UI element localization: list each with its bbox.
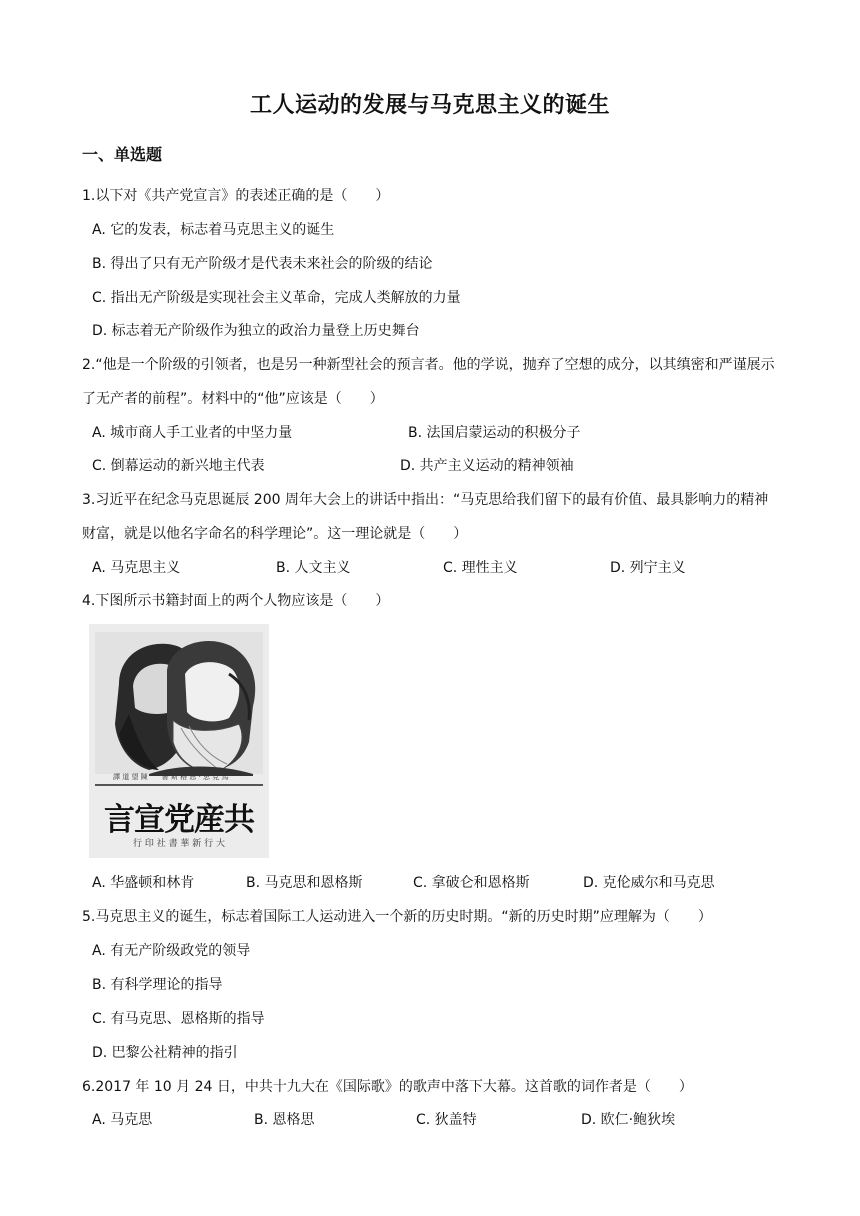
question-6-option-d[interactable]: D. 欧仁·鲍狄埃 xyxy=(581,1112,676,1128)
document-title: 工人运动的发展与马克思主义的诞生 xyxy=(249,93,610,118)
question-3-option-d[interactable]: D. 列宁主义 xyxy=(610,560,686,576)
question-6-option-a[interactable]: A. 马克思 xyxy=(92,1112,153,1128)
cover-authors: 譯 道 望 陳 著 斯 格 恩 · 思 克 馬 xyxy=(113,773,229,781)
question-5-option-a[interactable]: A. 有无产阶级政党的领导 xyxy=(92,943,251,959)
cover-title: 言宣党産共 xyxy=(104,802,254,838)
question-6-stem: 6.2017 年 10 月 24 日，中共十九大在《国际歌》的歌声中落下大幕。这首歌的词作者是（ ） xyxy=(82,1079,693,1095)
question-4-option-c[interactable]: C. 拿破仑和恩格斯 xyxy=(413,875,530,891)
question-2-option-a[interactable]: A. 城市商人手工业者的中坚力量 xyxy=(92,425,293,441)
question-6-option-c[interactable]: C. 狄盖特 xyxy=(416,1112,477,1128)
question-4-option-d[interactable]: D. 克伦威尔和马克思 xyxy=(583,875,715,891)
question-2-option-d[interactable]: D. 共产主义运动的精神领袖 xyxy=(400,458,574,474)
question-1-option-d[interactable]: D. 标志着无产阶级作为独立的政治力量登上历史舞台 xyxy=(92,323,420,339)
question-1-option-b[interactable]: B. 得出了只有无产阶级才是代表未来社会的阶级的结论 xyxy=(92,256,433,272)
question-6-option-b[interactable]: B. 恩格思 xyxy=(254,1112,315,1128)
question-3-option-c[interactable]: C. 理性主义 xyxy=(443,560,518,576)
question-5-option-d[interactable]: D. 巴黎公社精神的指引 xyxy=(92,1045,238,1061)
book-cover-image xyxy=(89,624,269,858)
question-1-option-c[interactable]: C. 指出无产阶级是实现社会主义革命，完成人类解放的力量 xyxy=(92,290,461,306)
question-3-stem: 3.习近平在纪念马克思诞辰 200 周年大会上的讲话中指出：“马克思给我们留下的最有价值、最具影响力的精神财富，就是以他名字命名的科学理论”。这一理论就是（ ） xyxy=(82,492,769,542)
question-2-option-c[interactable]: C. 倒幕运动的新兴地主代表 xyxy=(92,458,265,474)
question-2-option-b[interactable]: B. 法国启蒙运动的积极分子 xyxy=(408,425,581,441)
question-5-stem: 5.马克思主义的诞生，标志着国际工人运动进入一个新的历史时期。“新的历史时期”应理解为（ ） xyxy=(82,909,712,925)
question-3-option-a[interactable]: A. 马克思主义 xyxy=(92,560,181,576)
cover-publisher: 行 印 社 書 華 新 行 大 xyxy=(132,839,226,849)
question-2-stem: 2.“他是一个阶级的引领者，也是另一种新型社会的预言者。他的学说，抛弃了空想的成分，以其缜密和严谨展示了无产者的前程”。材料中的“他”应该是（ ） xyxy=(82,357,775,407)
question-1-stem: 1.以下对《共产党宣言》的表述正确的是（ ） xyxy=(82,188,390,204)
question-5-option-b[interactable]: B. 有科学理论的指导 xyxy=(92,977,223,993)
question-4-option-a[interactable]: A. 华盛顿和林肯 xyxy=(92,875,195,891)
section-heading: 一、单选题 xyxy=(82,145,163,164)
question-4-option-b[interactable]: B. 马克思和恩格斯 xyxy=(246,875,363,891)
question-3-option-b[interactable]: B. 人文主义 xyxy=(276,560,351,576)
question-4-stem: 4.下图所示书籍封面上的两个人物应该是（ ） xyxy=(82,593,390,609)
question-1-option-a[interactable]: A. 它的发表，标志着马克思主义的诞生 xyxy=(92,222,335,238)
question-5-option-c[interactable]: C. 有马克思、恩格斯的指导 xyxy=(92,1011,265,1027)
